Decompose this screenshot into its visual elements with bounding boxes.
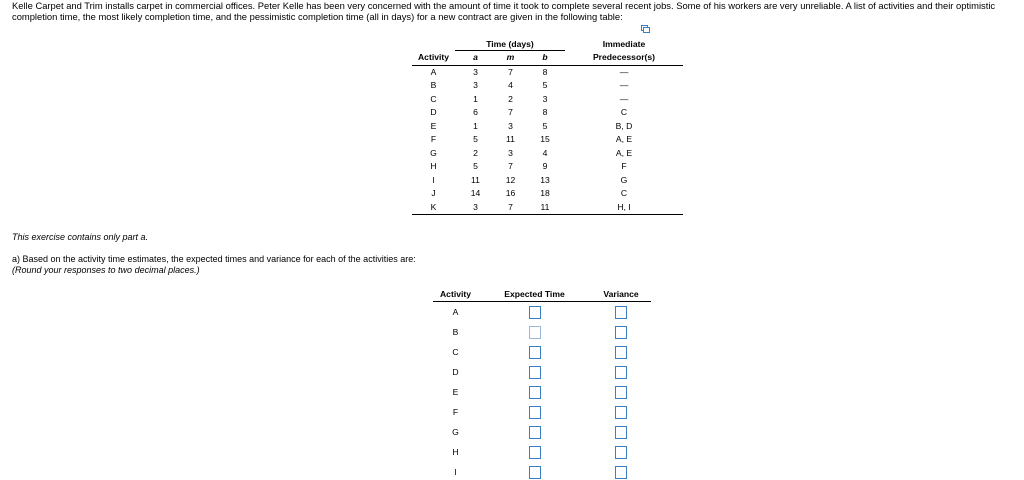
expected-time-input[interactable] — [529, 306, 541, 319]
activity-cell: F — [430, 134, 437, 144]
activity-cell: H — [430, 161, 437, 171]
intro-text: Kelle Carpet and Trim installs carpet in commercial offices. Peter Kelle has been very concerned with the amount of time it took to complete several recent jobs. Some of his workers are very unreliable. A list of activities and their optimistic completion time, the most likely completion time, and the pessimistic completion time (all in days) for a new contract are given in the following table: — [12, 0, 996, 22]
expected-time-input-cell — [478, 382, 591, 402]
answer-activity-cell: G — [452, 427, 459, 437]
answer-activity-cell: I — [454, 467, 457, 477]
table-row — [412, 201, 683, 215]
a-cell: 3 — [473, 80, 478, 90]
a-cell: 6 — [473, 107, 478, 117]
b-cell: 11 — [525, 201, 565, 215]
table-row — [412, 93, 683, 107]
answer-row — [433, 422, 651, 442]
a-cell: 2 — [473, 147, 478, 158]
m-cell: 3 — [508, 120, 513, 131]
answer-activity-cell: B — [452, 327, 459, 337]
b-cell: 3 — [542, 93, 548, 104]
table-row — [412, 160, 683, 174]
variance-input[interactable] — [615, 326, 627, 339]
expected-time-input[interactable] — [529, 446, 541, 459]
predecessor-cell: C — [620, 188, 628, 198]
table-row — [412, 106, 683, 120]
answer-row — [433, 342, 651, 362]
b-cell: 15 — [540, 134, 550, 144]
a-cell: 11 — [471, 174, 480, 185]
variance-input[interactable] — [615, 386, 627, 399]
table-row — [412, 174, 683, 188]
m-cell: 16 — [505, 188, 516, 198]
m-cell: 7 — [508, 107, 513, 117]
variance-input-cell — [591, 342, 651, 362]
table-row — [412, 187, 683, 201]
expected-time-input[interactable] — [529, 386, 541, 399]
predecessor-cell: C — [620, 107, 628, 117]
a-cell: 1 — [473, 120, 478, 131]
answer-row — [433, 322, 651, 342]
activity-header: Activity — [412, 51, 455, 66]
variance-input-cell — [591, 382, 651, 402]
expected-time-input-cell — [478, 302, 591, 323]
immediate-header: Immediate — [602, 39, 646, 50]
time-days-header: Time (days) — [455, 38, 565, 51]
answer-row — [433, 362, 651, 382]
b-header: b — [525, 51, 565, 66]
answer-activity-cell: C — [452, 347, 459, 357]
activity-cell: B — [430, 80, 437, 90]
answer-row — [433, 442, 651, 462]
a-cell: 5 — [473, 161, 478, 171]
answer-row — [433, 302, 651, 323]
activity-cell: C — [430, 93, 437, 104]
b-cell: 8 — [542, 66, 548, 77]
answer-activity-cell: H — [452, 447, 459, 457]
a-cell: 3 — [455, 201, 496, 215]
a-header: a — [455, 51, 496, 66]
b-cell: 9 — [542, 161, 548, 171]
predecessor-cell: — — [619, 66, 629, 77]
table-row — [412, 147, 683, 161]
expected-time-header: Expected Time — [478, 288, 591, 302]
m-cell: 12 — [505, 174, 516, 185]
expected-time-input[interactable] — [529, 406, 541, 419]
variance-input[interactable] — [615, 406, 627, 419]
predecessor-cell: A, E — [615, 147, 633, 158]
exercise-note: This exercise contains only part a. — [12, 232, 149, 242]
expected-time-input-cell — [478, 422, 591, 442]
table-row — [412, 120, 683, 134]
expected-time-input-cell — [478, 402, 591, 422]
variance-input-cell — [591, 442, 651, 462]
activity-cell: K — [412, 201, 455, 215]
variance-input-cell — [591, 422, 651, 442]
question-text — [12, 254, 416, 276]
predecessor-cell: B, D — [615, 120, 633, 131]
expected-time-input[interactable] — [529, 466, 541, 479]
answer-activity-cell: A — [452, 307, 459, 317]
answer-activity-cell: E — [452, 387, 459, 397]
b-cell: 8 — [542, 107, 548, 117]
copy-icon[interactable] — [641, 25, 650, 33]
variance-input-cell — [591, 322, 651, 342]
expected-time-input-cell — [478, 362, 591, 382]
predecessor-cell: — — [619, 80, 629, 90]
activity-cell: A — [430, 66, 437, 77]
question-prompt: a) Based on the activity time estimates, the expected times and variance for each of the activities are: — [12, 254, 416, 264]
variance-input-cell — [591, 302, 651, 323]
b-cell: 5 — [542, 80, 548, 90]
answer-row — [433, 462, 651, 480]
variance-input[interactable] — [615, 366, 627, 379]
answer-activity-cell: F — [452, 407, 459, 417]
variance-input-cell — [591, 362, 651, 382]
predecessor-cell: F — [621, 161, 627, 171]
variance-input[interactable] — [615, 306, 627, 319]
a-cell: 1 — [473, 93, 478, 104]
expected-time-input[interactable] — [529, 366, 541, 379]
rounding-instruction: (Round your responses to two decimal places.) — [12, 265, 200, 275]
expected-time-input[interactable] — [529, 346, 541, 359]
b-cell: 5 — [542, 120, 548, 131]
activity-cell: G — [430, 147, 437, 158]
expected-time-input-cell — [478, 462, 591, 480]
variance-header: Variance — [591, 288, 651, 302]
a-cell: 3 — [473, 66, 478, 77]
predecessor-cell: H, I — [565, 201, 683, 215]
variance-input[interactable] — [615, 426, 627, 439]
b-cell: 13 — [540, 174, 550, 185]
m-header: m — [496, 51, 525, 66]
answer-activity-header: Activity — [433, 288, 478, 302]
variance-input[interactable] — [615, 466, 627, 479]
table-row — [412, 133, 683, 147]
activity-cell: J — [431, 188, 436, 198]
answer-row — [433, 382, 651, 402]
answer-activity-cell: D — [452, 367, 459, 377]
a-cell: 5 — [473, 134, 478, 144]
answer-table — [433, 288, 651, 480]
predecessor-cell: — — [619, 93, 629, 104]
expected-time-input[interactable] — [529, 326, 541, 339]
m-cell: 11 — [506, 134, 515, 144]
predecessor-cell: G — [620, 174, 628, 185]
m-cell: 7 — [496, 201, 525, 215]
activity-table — [412, 38, 683, 215]
m-cell: 4 — [508, 80, 513, 90]
predecessor-header: Predecessor(s) — [565, 51, 683, 66]
m-cell: 7 — [508, 161, 513, 171]
answer-row — [433, 402, 651, 422]
expected-time-input-cell — [478, 442, 591, 462]
a-cell: 14 — [470, 188, 481, 198]
m-cell: 7 — [508, 66, 513, 77]
m-cell: 2 — [508, 93, 513, 104]
variance-input-cell — [591, 402, 651, 422]
b-cell: 4 — [542, 147, 548, 158]
expected-time-input-cell — [478, 342, 591, 362]
table-row — [412, 65, 683, 79]
expected-time-input[interactable] — [529, 426, 541, 439]
activity-cell: I — [432, 174, 435, 185]
b-cell: 18 — [540, 188, 550, 198]
variance-input[interactable] — [615, 346, 627, 359]
activity-cell: E — [430, 120, 437, 131]
variance-input[interactable] — [615, 446, 627, 459]
activity-cell: D — [430, 107, 437, 117]
table-row — [412, 79, 683, 93]
expected-time-input-cell — [478, 322, 591, 342]
variance-input-cell — [591, 462, 651, 480]
m-cell: 3 — [508, 147, 513, 158]
predecessor-cell: A, E — [615, 134, 633, 144]
